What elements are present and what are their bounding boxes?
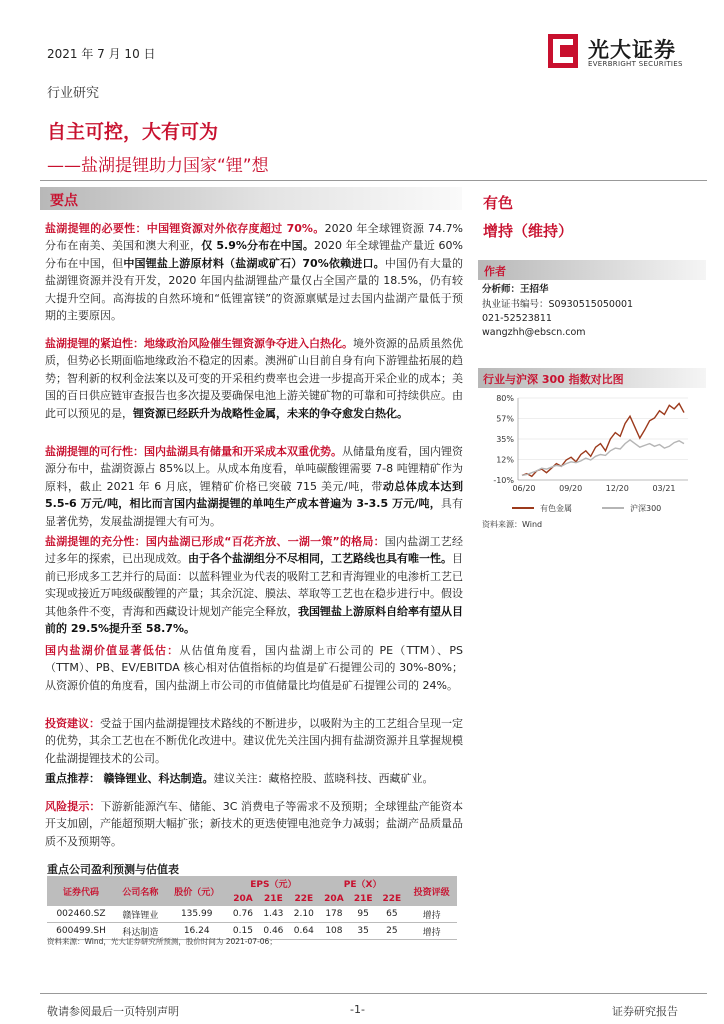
sector-label: 有色 xyxy=(483,194,514,212)
para-bold: 赣锋锂业、科达制造。 xyxy=(103,772,214,785)
rating-label: 增持（维持） xyxy=(483,222,574,240)
chart-x-tick: 12/20 xyxy=(605,484,629,493)
analyst-name: 分析师：王招华 xyxy=(482,284,549,295)
para-text: 从储量角度看，国内锂资源分布中，盐湖资源占 85%以上。从成本角度看，单吨碳酸锂需要 7-8 吨锂精矿作为原料，截止 2021 年 6 月底，锂精矿价格已突破 715 美元/吨，带 xyxy=(45,445,463,493)
table-cell: 增持 xyxy=(406,923,457,940)
analyst-cert: 执业证书编号：S0930515050001 xyxy=(482,299,634,310)
table-cell: 25 xyxy=(378,923,407,940)
report-subtitle: ——盐湖提锂助力国家“锂”想 xyxy=(47,156,269,176)
logo-english-name: EVERBRIGHT SECURITIES xyxy=(588,60,683,68)
report-date: 2021 年 7 月 10 日 xyxy=(47,47,156,61)
para-bold: 我国锂盐上游原料自给率有望从目前的 29.5%提升至 58.7%。 xyxy=(45,604,463,636)
para-bold: 中国锂盐上游原材料（盐湖或矿石）70%依赖进口。 xyxy=(123,256,385,270)
para-text: 具有显著优势，发展盐湖提锂大有可为。 xyxy=(45,497,464,528)
col-year: 22E xyxy=(378,891,407,906)
analyst-phone: 021-52523811 xyxy=(482,313,552,324)
paragraph-risk xyxy=(45,798,463,850)
para-highlight: 盐湖提锂的可行性：国内盐湖具有储量和开采成本双重优势。 xyxy=(45,445,342,458)
table-cell: 0.15 xyxy=(228,923,258,940)
table-cell: 1.43 xyxy=(258,906,288,923)
para-highlight: 风险提示： xyxy=(45,800,101,813)
para-highlight: 投资建议： xyxy=(45,717,100,730)
chart-y-tick: 12% xyxy=(496,455,514,465)
para-text: 2020 年全球锂资源 74.7% 分布在南美、美国和澳大利亚， xyxy=(45,222,463,253)
table-cell: 16.24 xyxy=(166,923,228,940)
chart-y-tick: 57% xyxy=(496,414,514,424)
para-bold: 锂资源已经跃升为战略性金属，未来的争夺愈发白热化。 xyxy=(133,406,408,420)
col-year: 22E xyxy=(289,891,319,906)
footer-divider xyxy=(40,993,707,994)
col-pe: PE（X） xyxy=(319,876,406,891)
table-cell: 增持 xyxy=(406,906,457,923)
key-points-bar xyxy=(40,187,462,210)
table-cell: 95 xyxy=(349,906,378,923)
table-cell: 0.76 xyxy=(228,906,258,923)
table-title: 重点公司盈利预测与估值表 xyxy=(47,863,179,876)
table-cell: 600499.SH xyxy=(47,923,115,940)
para-bold: 重点推荐： xyxy=(45,772,100,785)
report-title: 自主可控，大有可为 xyxy=(47,121,219,143)
para-text: 2020 年全球锂盐产量近 60%分布在中国，但 xyxy=(45,239,464,270)
para-bold: 由于各个盐湖组分不尽相同，工艺路线也具有唯一性。 xyxy=(188,552,452,566)
analyst-email[interactable]: wangzhh@ebscn.com xyxy=(482,327,586,338)
chart-x-tick: 09/20 xyxy=(559,484,583,493)
table-cell: 108 xyxy=(319,923,349,940)
earnings-forecast-table xyxy=(47,876,457,940)
footer-report-type: 证券研究报告 xyxy=(612,1005,678,1018)
footer-disclaimer[interactable]: 敬请参阅最后一页特别声明 xyxy=(47,1005,179,1018)
table-cell: 0.46 xyxy=(258,923,288,940)
chart-y-tick: -10% xyxy=(493,476,514,485)
table-row xyxy=(47,906,457,923)
header-divider xyxy=(40,180,707,181)
para-text: 受益于国内盐湖提锂技术路线的不断进步，以吸附为主的工艺组合呈现一定的优势，其余工艺也在不断优化改进中。建议优先关注国内拥有盐湖资源并且掌握规模化盐湖提锂技术的公司。 xyxy=(45,717,463,765)
chart-x-tick: 03/21 xyxy=(652,484,676,493)
col-code: 证券代码 xyxy=(47,876,115,906)
col-year: 20A xyxy=(319,891,349,906)
table-cell: 65 xyxy=(378,906,407,923)
chart-y-tick: 80% xyxy=(496,394,514,403)
chart-series-line-1 xyxy=(522,440,684,476)
key-points-label: 要点 xyxy=(50,193,78,209)
paragraph-valuation xyxy=(45,642,463,694)
logo-chinese-name: 光大证券 xyxy=(588,38,676,62)
chart-x-tick: 06/20 xyxy=(512,484,536,493)
author-label: 作者 xyxy=(484,265,506,278)
everbright-logo xyxy=(548,34,688,72)
para-text: 建议关注：藏格控股、蓝晓科技、西藏矿业。 xyxy=(213,772,434,785)
col-year: 21E xyxy=(349,891,378,906)
chart-legend-label: 沪深300 xyxy=(630,504,662,513)
everbright-logo-icon xyxy=(548,34,578,68)
col-company: 公司名称 xyxy=(115,876,166,906)
table-cell: 135.99 xyxy=(166,906,228,923)
chart-series-line-0 xyxy=(522,404,684,477)
para-highlight: 国内盐湖价值显著低估： xyxy=(45,644,180,657)
author-bar xyxy=(478,260,706,280)
col-price: 股价（元） xyxy=(166,876,228,906)
col-year: 21E xyxy=(258,891,288,906)
table-cell: 002460.SZ xyxy=(47,906,115,923)
chart-header-label: 行业与沪深 300 指数对比图 xyxy=(483,373,624,386)
paragraph-investment-advice xyxy=(45,715,463,767)
report-category: 行业研究 xyxy=(47,86,100,101)
chart-header-bar xyxy=(478,368,706,388)
table-cell: 35 xyxy=(349,923,378,940)
paragraph-sufficiency xyxy=(45,533,463,637)
para-text: 中国仍有大量的盐湖锂资源并没有开发，2020 年国内盐湖锂盐产量仅占全国产量的 18.5%，仍有较大提升空间。高海拔的自然环境和“低锂富镁”的资源禀赋是过去国内盐湖产量低于预期的主要原因。 xyxy=(45,256,464,323)
para-highlight: 盐湖提锂的紧迫性：地缘政治风险催生锂资源争夺进入白热化。 xyxy=(45,337,353,350)
paragraph-recommendations xyxy=(45,770,463,787)
table-cell: 178 xyxy=(319,906,349,923)
chart-source: 资料来源：Wind xyxy=(482,520,543,529)
chart-y-tick: 35% xyxy=(496,435,514,444)
chart-legend-label: 有色金属 xyxy=(540,504,572,513)
para-text: 国内盐湖工艺经过多年的探索，已出现成效。 xyxy=(45,535,464,566)
industry-vs-hs300-chart xyxy=(478,392,706,516)
table-cell: 0.64 xyxy=(289,923,319,940)
para-highlight: 盐湖提锂的必要性：中国锂资源对外依存度超过 70%。 xyxy=(45,222,325,235)
para-text: 下游新能源汽车、储能、3C 消费电子等需求不及预期；全球锂盐产能资本开支加剧，产能超预期大幅扩张；新技术的更迭使锂电池竞争力减弱；盐湖产品质量品质不及预期等。 xyxy=(45,800,463,848)
table-source: 资料来源：Wind，光大证券研究所预测，股价时间为 2021-07-06； xyxy=(47,937,277,946)
col-rating: 投资评级 xyxy=(406,876,457,906)
para-text: 境外资源的品质虽然优质，但势必长期面临地缘政治不稳定的因素。澳洲矿山目前自身有向下游锂盐拓展的趋势；智利新的权利金法案以及可变的开采租约费率也会进一步提高开采企业的成本；美国的百日供应链审查报告也多次提及要确保电池上游关键矿物的可靠和可持续供应。由此可以预见的是， xyxy=(45,337,463,420)
table-cell: 科达制造 xyxy=(115,923,166,940)
table-cell: 赣锋锂业 xyxy=(115,906,166,923)
paragraph-urgency xyxy=(45,335,463,422)
table-cell: 2.10 xyxy=(289,906,319,923)
paragraph-necessity xyxy=(45,220,463,324)
para-bold: 仅 5.9%分布在中国。 xyxy=(201,239,314,253)
page-number: -1- xyxy=(350,1003,365,1016)
paragraph-feasibility xyxy=(45,443,463,530)
col-year: 20A xyxy=(228,891,258,906)
para-highlight: 盐湖提锂的充分性：国内盐湖已形成“百花齐放、一湖一策”的格局： xyxy=(45,535,385,548)
para-bold: 动总体成本达到 5.5-6 万元/吨，相比而言国内盐湖提锂的单吨生产成本普遍为 3-3.5 万元/吨， xyxy=(45,479,463,511)
para-text: 从估值角度看，国内盐湖上市公司的 PE（TTM）、PS（TTM）、PB、EV/EBITDA 核心相对估值指标的均值是矿石提锂公司的 30%-80%；从资源价值的角度看，国内盐湖上市公司的市值储量比均值是矿石提锂公司的 24%。 xyxy=(45,644,463,692)
col-eps: EPS（元） xyxy=(228,876,319,891)
para-text: 目前已形成多工艺并行的局面：以蓝科锂业为代表的吸附工艺和青海锂业的电渗析工艺已实现或接近万吨级碳酸锂的产量；其余沉淀、膜法、萃取等工艺也在稳步进行中。假设其他条件不变，青海和西藏设计规划产能完全释放， xyxy=(45,552,463,618)
